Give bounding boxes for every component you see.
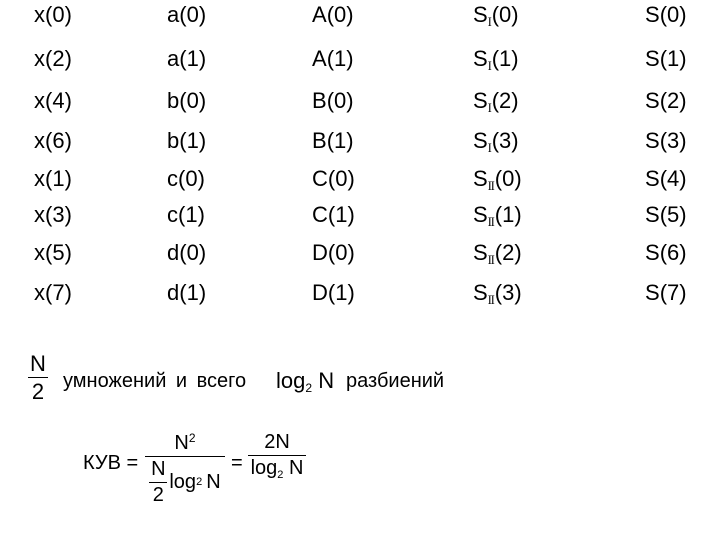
term-argument: ( 3 ) [45,202,72,227]
term-argument: ( 1 ) [328,280,355,305]
term-argument: ( 0 ) [178,166,205,191]
term-argument: ( 2 ) [660,88,687,113]
term-argument: ( 1 ) [492,46,519,71]
term-upper-1 [312,48,354,70]
term-argument: ( 2 ) [495,240,522,265]
term-symbol: A [312,2,327,27]
term-argument: ( 4 ) [660,166,687,191]
formula-f2-log-arg: N [288,457,304,479]
term-s-2 [645,90,687,112]
term-s-sub-3 [473,130,519,154]
term-symbol: S [473,280,488,305]
formula-den-log: log [169,471,197,494]
term-upper-0 [312,4,354,26]
term-argument: ( 0 ) [492,2,519,27]
term-argument: ( 6 ) [45,128,72,153]
term-x-5 [34,204,72,226]
term-x-0 [34,4,72,26]
term-argument: ( 2 ) [492,88,519,113]
term-symbol: x [34,128,45,153]
term-s-3 [645,130,687,152]
term-symbol: x [34,240,45,265]
term-upper-5 [312,204,355,226]
term-symbol: A [312,46,327,71]
formula-fraction-1-denominator [149,459,220,506]
term-s-4 [645,168,687,190]
term-s-sub-2 [473,90,519,114]
formula-fraction-1 [145,432,225,506]
term-lower-7 [167,282,206,304]
term-s-1 [645,48,687,70]
term-symbol: S [473,46,488,71]
term-lower-2 [167,90,206,112]
term-argument: ( 0 ) [328,240,355,265]
term-symbol: x [34,2,45,27]
term-lower-3 [167,130,206,152]
term-upper-4 [312,168,355,190]
term-argument: ( 0 ) [495,166,522,191]
formula-lhs: КУВ = [83,452,139,474]
term-lower-1 [167,48,206,70]
term-argument: ( 3 ) [492,128,519,153]
term-argument: ( 1 ) [179,128,206,153]
term-s-sub-5 [473,204,522,228]
statement-fraction-numerator: N [30,351,46,376]
statement-text-multiplications: умножений и всего [63,370,247,392]
term-symbol: S [473,202,488,227]
term-symbol: D [312,280,328,305]
term-symbol: C [312,166,328,191]
term-s-sub-7 [473,282,522,306]
term-symbol: B [312,88,327,113]
term-symbol: d [167,280,180,305]
term-lower-0 [167,4,206,26]
statement-fraction-bar [28,377,48,378]
term-argument: ( 5 ) [45,240,72,265]
term-symbol: S [473,240,488,265]
statement-fraction-denominator: 2 [31,379,45,405]
term-upper-3 [312,130,354,152]
term-argument: ( 7 ) [660,280,687,305]
term-argument: ( 0 ) [660,2,687,27]
term-argument: ( 1 ) [179,46,206,71]
term-argument: ( 0 ) [179,240,206,265]
term-subscript: II [487,215,494,230]
formula-f2-log: log [250,457,278,479]
term-argument: ( 0 ) [45,2,72,27]
formula-inner-fraction [149,459,167,506]
term-symbol: S [645,46,660,71]
term-argument: ( 1 ) [328,202,355,227]
statement-log-arg: N [318,368,335,393]
term-symbol: S [473,166,488,191]
term-subscript: I [487,59,491,74]
term-symbol: x [34,46,45,71]
term-symbol: a [167,2,180,27]
formula-fraction-2 [248,432,306,481]
term-s-0 [645,4,687,26]
statement-log-word: log [276,368,306,393]
term-symbol: c [167,166,178,191]
statement-text-partitions: разбиений [346,370,445,392]
term-x-3 [34,130,72,152]
term-symbol: x [34,280,45,305]
term-symbol: S [473,2,488,27]
term-argument: ( 1 ) [179,280,206,305]
term-s-sub-0 [473,4,519,28]
formula-fraction-1-bar [145,456,225,457]
term-s-sub-4 [473,168,522,192]
term-lower-6 [167,242,206,264]
term-subscript: I [487,141,491,156]
term-symbol: b [167,128,180,153]
formula-n-exponent: 2 [188,431,196,445]
term-argument: ( 0 ) [327,2,354,27]
term-symbol: d [167,240,180,265]
term-argument: ( 1 ) [178,202,205,227]
term-symbol: S [645,88,660,113]
term-argument: ( 3 ) [660,128,687,153]
term-s-7 [645,282,687,304]
term-argument: ( 1 ) [495,202,522,227]
term-symbol: x [34,202,45,227]
formula-inner-numerator: N [151,458,166,481]
formula-fraction-2-denominator [251,458,304,481]
term-symbol: S [645,2,660,27]
term-symbol: S [645,128,660,153]
formula-inner-bar [149,482,167,483]
formula-f2-log-base: 2 [277,468,283,481]
term-symbol: a [167,46,180,71]
term-s-sub-6 [473,242,522,266]
term-x-2 [34,90,72,112]
term-x-1 [34,48,72,70]
term-argument: ( 7 ) [45,280,72,305]
statement-log [276,368,334,395]
term-argument: ( 0 ) [179,88,206,113]
term-s-sub-1 [473,48,519,72]
term-symbol: c [167,202,178,227]
term-symbol: B [312,128,327,153]
term-upper-2 [312,90,354,112]
formula-inner-denominator: 2 [152,484,164,507]
term-argument: ( 2 ) [45,46,72,71]
term-subscript: I [487,15,491,30]
term-argument: ( 1 ) [45,166,72,191]
term-s-5 [645,204,687,226]
term-x-7 [34,282,72,304]
formula-fraction-2-numerator: 2N [264,431,290,453]
term-upper-6 [312,242,355,264]
term-lower-5 [167,204,205,226]
term-subscript: I [487,101,491,116]
term-argument: ( 5 ) [660,202,687,227]
term-symbol: D [312,240,328,265]
term-symbol: x [34,166,45,191]
term-symbol: S [645,202,660,227]
statement-log-base: 2 [305,381,312,396]
formula-equals: = [231,452,243,474]
term-argument: ( 0 ) [327,88,354,113]
term-argument: ( 0 ) [179,2,206,27]
term-subscript: II [487,253,494,268]
term-argument: ( 1 ) [660,46,687,71]
term-symbol: b [167,88,180,113]
term-symbol: S [645,240,660,265]
term-symbol: S [473,128,488,153]
term-x-4 [34,168,72,190]
term-argument: ( 6 ) [660,240,687,265]
term-subscript: II [487,179,494,194]
statement-fraction [28,352,48,403]
term-argument: ( 4 ) [45,88,72,113]
term-symbol: C [312,202,328,227]
formula-fraction-2-bar [248,455,306,456]
term-s-6 [645,242,687,264]
term-argument: ( 3 ) [495,280,522,305]
term-symbol: S [645,166,660,191]
term-argument: ( 0 ) [328,166,355,191]
term-subscript: II [487,293,494,308]
term-x-6 [34,242,72,264]
term-symbol: S [473,88,488,113]
term-argument: ( 1 ) [327,128,354,153]
formula-den-log-base: 2 [196,475,202,488]
term-upper-7 [312,282,355,304]
formula-fraction-1-numerator [174,432,195,454]
term-symbol: x [34,88,45,113]
formula-n: N [174,432,189,455]
formula-den-log-arg: N [206,471,221,494]
term-symbol: S [645,280,660,305]
term-lower-4 [167,168,205,190]
term-argument: ( 1 ) [327,46,354,71]
